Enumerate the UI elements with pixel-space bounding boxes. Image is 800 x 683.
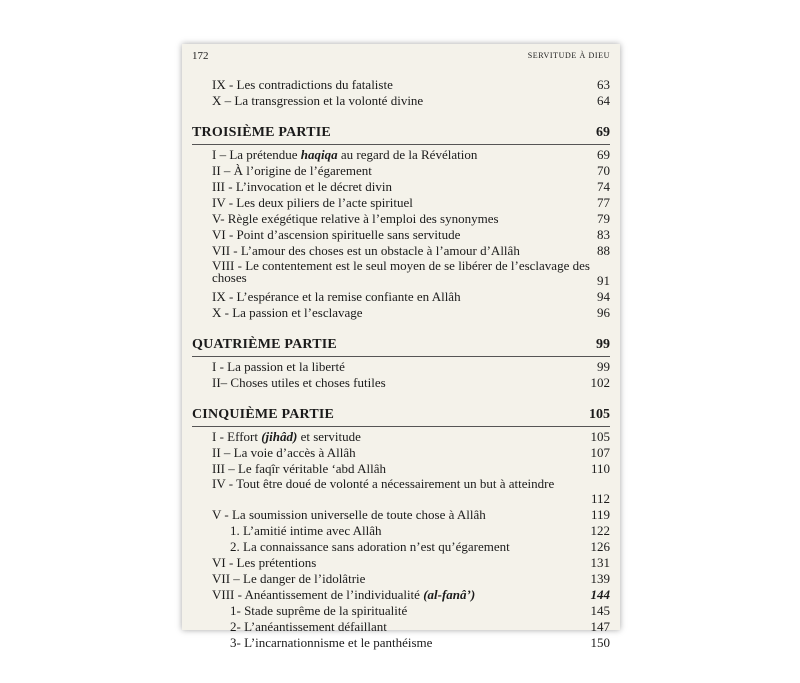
toc-subentry: 1. L’amitié intime avec Allâh 122 bbox=[230, 523, 610, 538]
toc-entry: III – Le faqîr véritable ‘abd Allâh 110 bbox=[212, 461, 610, 476]
toc-entry: VI - Les prétentions 131 bbox=[212, 555, 610, 570]
book-page bbox=[182, 44, 620, 650]
toc-entry: V - La soumission universelle de toute chose à Allâh 119 bbox=[212, 507, 610, 522]
toc-entry: VII – Le danger de l’idolâtrie 139 bbox=[212, 571, 610, 586]
toc-entry: IV - Les deux piliers de l’acte spirituel 77 bbox=[212, 195, 610, 210]
toc-subentry: 3- L’incarnationnisme et le panthéisme 150 bbox=[230, 635, 610, 650]
part-heading-4: QUATRIÈME PARTIE 99 bbox=[192, 337, 610, 352]
toc-entry: II – La voie d’accès à Allâh 107 bbox=[212, 445, 610, 460]
divider bbox=[192, 356, 610, 357]
toc-entry: VIII - Le contentement est le seul moyen de se libérer de l’esclavage des choses 91 bbox=[212, 258, 610, 288]
table-of-contents bbox=[192, 77, 610, 651]
running-title: SERVITUDE À DIEU bbox=[527, 51, 610, 60]
toc-entry: VI - Point d’ascension spirituelle sans servitude 83 bbox=[212, 227, 610, 242]
toc-entry: II– Choses utiles et choses futiles 102 bbox=[212, 375, 610, 390]
toc-entry: VII - L’amour des choses est un obstacle à l’amour d’Allâh 88 bbox=[212, 243, 610, 258]
part-heading-5: CINQUIÈME PARTIE 105 bbox=[192, 407, 610, 422]
toc-entry: VIII - Anéantissement de l’individualité (al-fanâ’) 144 bbox=[212, 587, 610, 602]
toc-subentry: 2- L’anéantissement défaillant 147 bbox=[230, 619, 610, 634]
page-header bbox=[192, 50, 610, 64]
toc-entry: I - La passion et la liberté 99 bbox=[212, 359, 610, 374]
toc-entry: IX - L’espérance et la remise confiante en Allâh 94 bbox=[212, 289, 610, 304]
toc-entry: IX - Les contradictions du fataliste 63 bbox=[212, 77, 610, 92]
toc-subentry: 1- Stade suprême de la spiritualité 145 bbox=[230, 603, 610, 618]
divider bbox=[192, 144, 610, 145]
toc-entry: I - Effort (jihâd) et servitude 105 bbox=[212, 429, 610, 444]
part-heading-3: TROISIÈME PARTIE 69 bbox=[192, 125, 610, 140]
toc-entry: II – À l’origine de l’égarement 70 bbox=[212, 163, 610, 178]
toc-entry: X – La transgression et la volonté divine 64 bbox=[212, 93, 610, 108]
toc-entry: III - L’invocation et le décret divin 74 bbox=[212, 179, 610, 194]
page-number: 172 bbox=[192, 50, 209, 62]
toc-entry: X - La passion et l’esclavage 96 bbox=[212, 305, 610, 320]
toc-subentry: 2. La connaissance sans adoration n’est qu’égarement 126 bbox=[230, 539, 610, 554]
toc-entry: I – La prétendue haqiqa au regard de la Révélation 69 bbox=[212, 147, 610, 162]
toc-entry: V- Règle exégétique relative à l’emploi des synonymes 79 bbox=[212, 211, 610, 226]
toc-entry: IV - Tout être doué de volonté a nécessairement un but à atteindre 112 bbox=[212, 476, 610, 506]
divider bbox=[192, 426, 610, 427]
